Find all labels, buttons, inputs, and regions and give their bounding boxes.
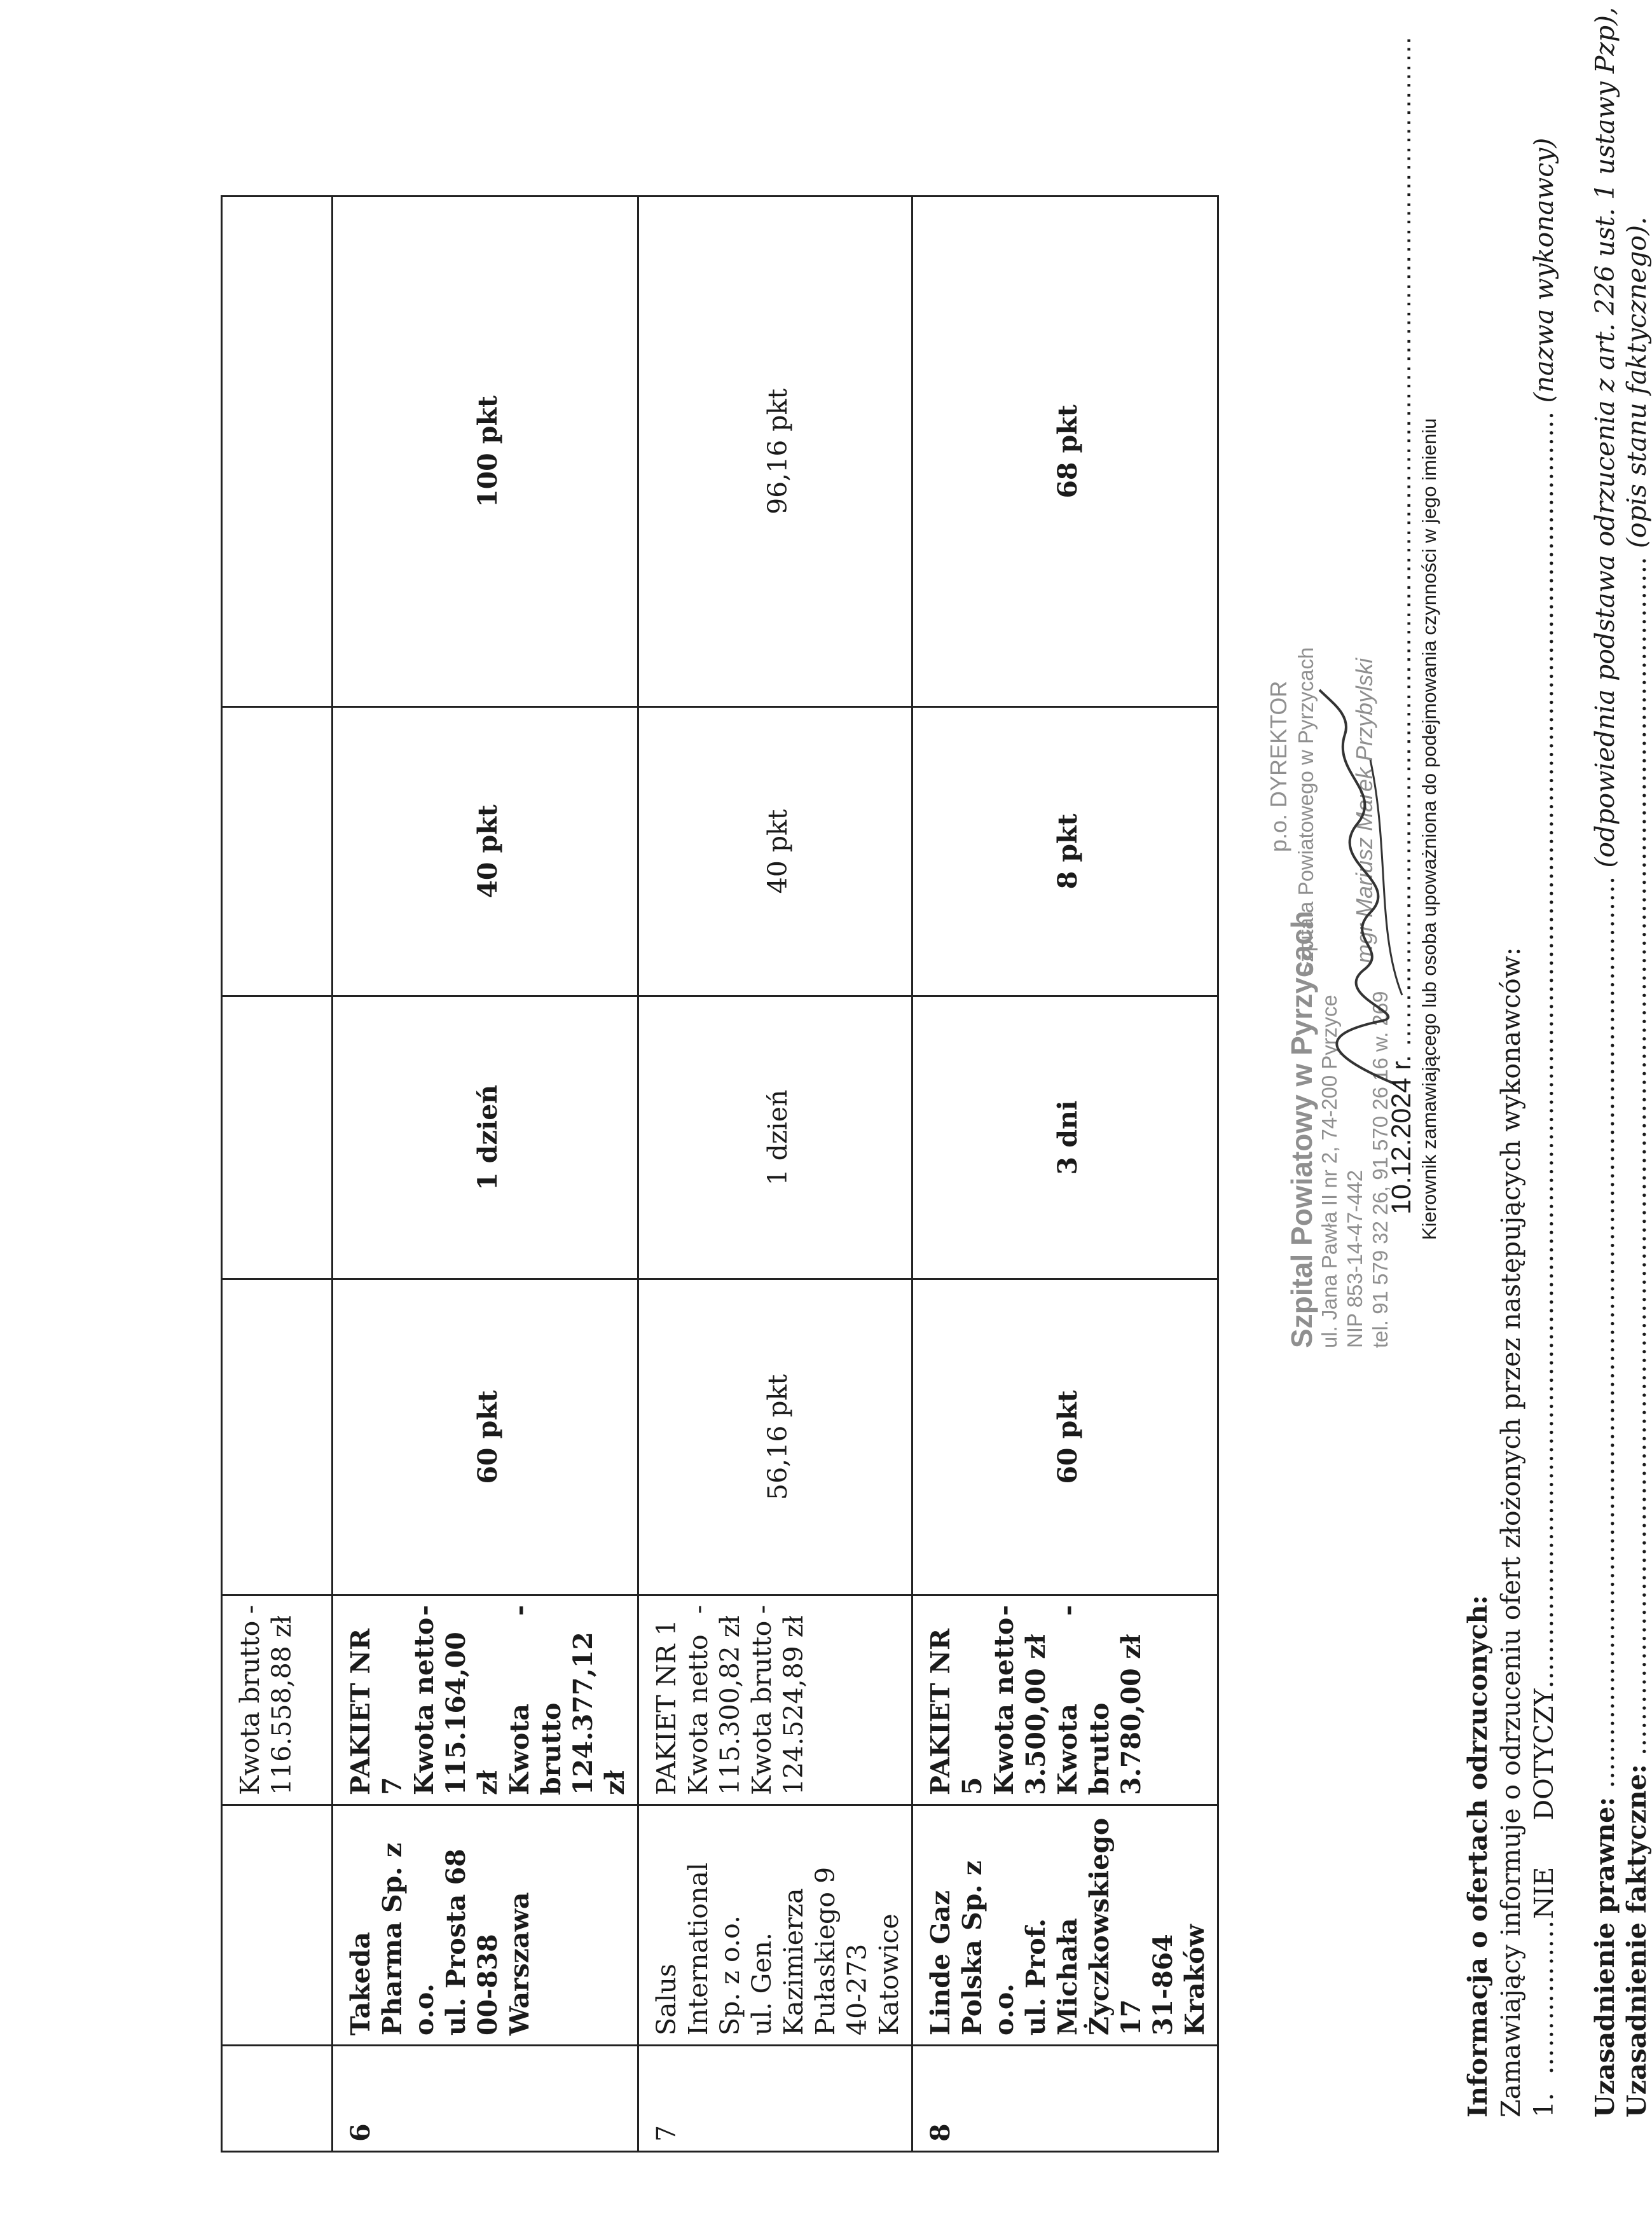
offer-amount-cell	[222, 1595, 333, 1805]
rejected-offer-item: 1. ……………..NIE DOTYCZY………………………………………………………………………………………………………………………………… (nazwa wykonawcy)	[1529, 137, 1559, 2118]
price-points-cell	[222, 1279, 333, 1595]
total-points-cell	[222, 196, 333, 707]
amount-label-row	[682, 1605, 714, 1795]
legal-basis-hint: (odpowiednia podstawa odrzucenia z art. 226 ust. 1 ustawy Pzp),	[1590, 6, 1620, 868]
amount-value: 124.377,12 zł	[568, 1632, 631, 1795]
delivery-time: 3 dni	[1052, 1100, 1084, 1175]
director-org: Szpitala Powiatowego w Pyrzycach	[1294, 647, 1318, 976]
table-row	[333, 196, 638, 2152]
director-title: p.o. DYREKTOR	[1265, 680, 1291, 852]
total-points-cell	[333, 196, 638, 707]
price-points-cell	[638, 1279, 912, 1595]
amount-dash: -	[1052, 1605, 1084, 1616]
stamp-line-address: ul. Jana Pawła II nr 2, 74-200 Pyrzyce	[1318, 995, 1341, 1348]
delivery-time-cell	[333, 996, 638, 1279]
item-value: NIE DOTYCZY	[1529, 1688, 1559, 1919]
amount-label: Kwota brutto	[1052, 1702, 1115, 1795]
table-row	[638, 196, 912, 2152]
document-date: 10.12.2024 r.	[1386, 1054, 1417, 1215]
delivery-points: 8 pkt	[1052, 813, 1084, 890]
date-line: 10.12.2024 r. …………………………………………………………………………………………………	[1386, 35, 1417, 1215]
offer-number-cell	[333, 2046, 638, 2152]
contractor-cell	[333, 1805, 638, 2046]
price-points: 60 pkt	[1052, 1390, 1084, 1484]
amount-value: 3.500,00 zł	[1021, 1634, 1052, 1795]
offer-number: 6	[345, 2123, 376, 2142]
delivery-time-cell	[912, 996, 1218, 1279]
contractor-line: ul. Gen. Kazimierza Pułaskiego 9	[747, 1866, 841, 2036]
amount-label-row	[1052, 1605, 1115, 1795]
amount-label: Kwota netto	[683, 1634, 714, 1795]
amount-dash: -	[409, 1605, 440, 1616]
factual-basis-hint: (opis stanu faktycznego).	[1621, 216, 1652, 549]
contractor-line: 00-838 Warszawa	[472, 1892, 535, 2036]
total-points-cell	[912, 196, 1218, 707]
offer-number-cell	[912, 2046, 1218, 2152]
rejected-offers-heading: Informacja o ofertach odrzuconych:	[1463, 1595, 1493, 2118]
stamp-line-nip: NIP 853-14-47-442	[1343, 1169, 1366, 1348]
offer-number-cell	[222, 2046, 333, 2152]
amount-dash: -	[989, 1605, 1020, 1616]
package-label: PAKIET NR 7	[345, 1628, 408, 1795]
amount-dash: -	[747, 1605, 778, 1614]
delivery-points-cell	[333, 707, 638, 996]
total-points: 68 pkt	[1052, 404, 1084, 499]
total-points: 100 pkt	[472, 396, 504, 507]
amount-label: Kwota netto	[989, 1617, 1020, 1795]
amount-label: Kwota brutto	[504, 1702, 567, 1795]
table-row	[222, 196, 333, 2152]
contractor-line: Linde Gaz Polska Sp. z o.o.	[925, 1860, 1020, 2036]
amount-label-row	[746, 1605, 778, 1795]
offer-amount-cell	[638, 1595, 912, 1805]
amount-value: 116.558,88 zł	[266, 1615, 298, 1795]
stamp-line-name: Szpital Powiatowy w Pyrzycach	[1285, 911, 1318, 1348]
contractor-line: ul. Prosta 68	[441, 1849, 472, 2036]
delivery-points-cell	[222, 707, 333, 996]
offer-amount-cell	[912, 1595, 1218, 1805]
item-number: 1.	[1529, 2092, 1559, 2118]
amount-dash: -	[683, 1605, 714, 1614]
package-label: PAKIET NR 5	[925, 1628, 988, 1795]
amount-label: Kwota netto	[409, 1617, 440, 1795]
offer-amount-cell	[333, 1595, 638, 1805]
amount-value: 124.524,89 zł	[778, 1615, 809, 1795]
amount-label-row	[408, 1605, 440, 1795]
stamp-line-phone: tel. 91 579 32 26, 91 570 26 16 w. 269	[1368, 991, 1392, 1348]
delivery-points-cell	[912, 707, 1218, 996]
amount-label: Kwota brutto	[747, 1620, 778, 1795]
delivery-time: 1 dzień	[762, 1089, 794, 1186]
factual-basis-line: Uzasadnienie faktyczne: ………………………………………………………………………………………………………………………… (opis stanu faktycznego).	[1621, 216, 1652, 2118]
amount-dash: -	[504, 1605, 535, 1616]
factual-basis-label: Uzasadnienie faktyczne:	[1621, 1764, 1652, 2118]
package-label: PAKIET NR 1	[651, 1619, 682, 1795]
delivery-time-cell	[638, 996, 912, 1279]
price-points-cell	[333, 1279, 638, 1595]
amount-label-row	[988, 1605, 1020, 1795]
contractor-cell	[638, 1805, 912, 2046]
contractor-line: Salus International Sp. z o.o.	[651, 1862, 746, 2036]
delivery-points-cell	[638, 707, 912, 996]
amount-value: 115.164,00 zł	[441, 1632, 504, 1795]
price-points-cell	[912, 1279, 1218, 1595]
total-points: 96,16 pkt	[762, 389, 794, 514]
total-points-cell	[638, 196, 912, 707]
amount-label: Kwota brutto	[235, 1620, 265, 1795]
amount-label-row	[234, 1605, 266, 1795]
offer-number: 7	[651, 2125, 682, 2142]
offers-table	[221, 195, 1219, 2153]
contractor-line: 40-273 Katowice	[842, 1913, 905, 2036]
delivery-time: 1 dzień	[472, 1084, 504, 1191]
delivery-points: 40 pkt	[472, 804, 504, 899]
table-row	[912, 196, 1218, 2152]
contractor-line: ul. Prof. Michała Życzkowskiego 17	[1021, 1817, 1147, 2036]
rejected-offers-intro: Zamawiający informuje o odrzuceniu ofert złożonych przez następujących wykonawców:	[1496, 947, 1526, 2118]
contractor-line: Takeda Pharma Sp. z o.o.	[345, 1842, 440, 2036]
director-name: mgr Mariusz Marek Przybylski	[1351, 658, 1377, 963]
legal-basis-label: Uzasadnienie prawne:	[1590, 1796, 1620, 2118]
price-points: 60 pkt	[472, 1390, 504, 1484]
signature-caption: Kierownik zamawiającego lub osoba upoważniona do podejmowania czynności w jego imieniu	[1418, 418, 1440, 1240]
contractor-line: 31-864 Kraków	[1148, 1924, 1211, 2036]
contractor-cell	[222, 1805, 333, 2046]
amount-value: 115.300,82 zł	[715, 1615, 746, 1795]
price-points: 56,16 pkt	[762, 1374, 794, 1500]
contractor-cell	[912, 1805, 1218, 2046]
item-hint: (nazwa wykonawcy)	[1529, 137, 1559, 403]
offer-number: 8	[925, 2123, 956, 2142]
amount-label-row	[504, 1605, 567, 1795]
amount-value: 3.780,00 zł	[1116, 1634, 1147, 1795]
offer-number-cell	[638, 2046, 912, 2152]
delivery-points: 40 pkt	[762, 809, 794, 894]
legal-basis-line: Uzasadnienie prawne: …………………………………………………………………………………………… (odpowiednia podstawa odrzucenia z art. 226 ust. 1 ustawy Pzp),	[1590, 6, 1620, 2118]
delivery-time-cell	[222, 996, 333, 1279]
amount-dash: -	[235, 1605, 265, 1614]
